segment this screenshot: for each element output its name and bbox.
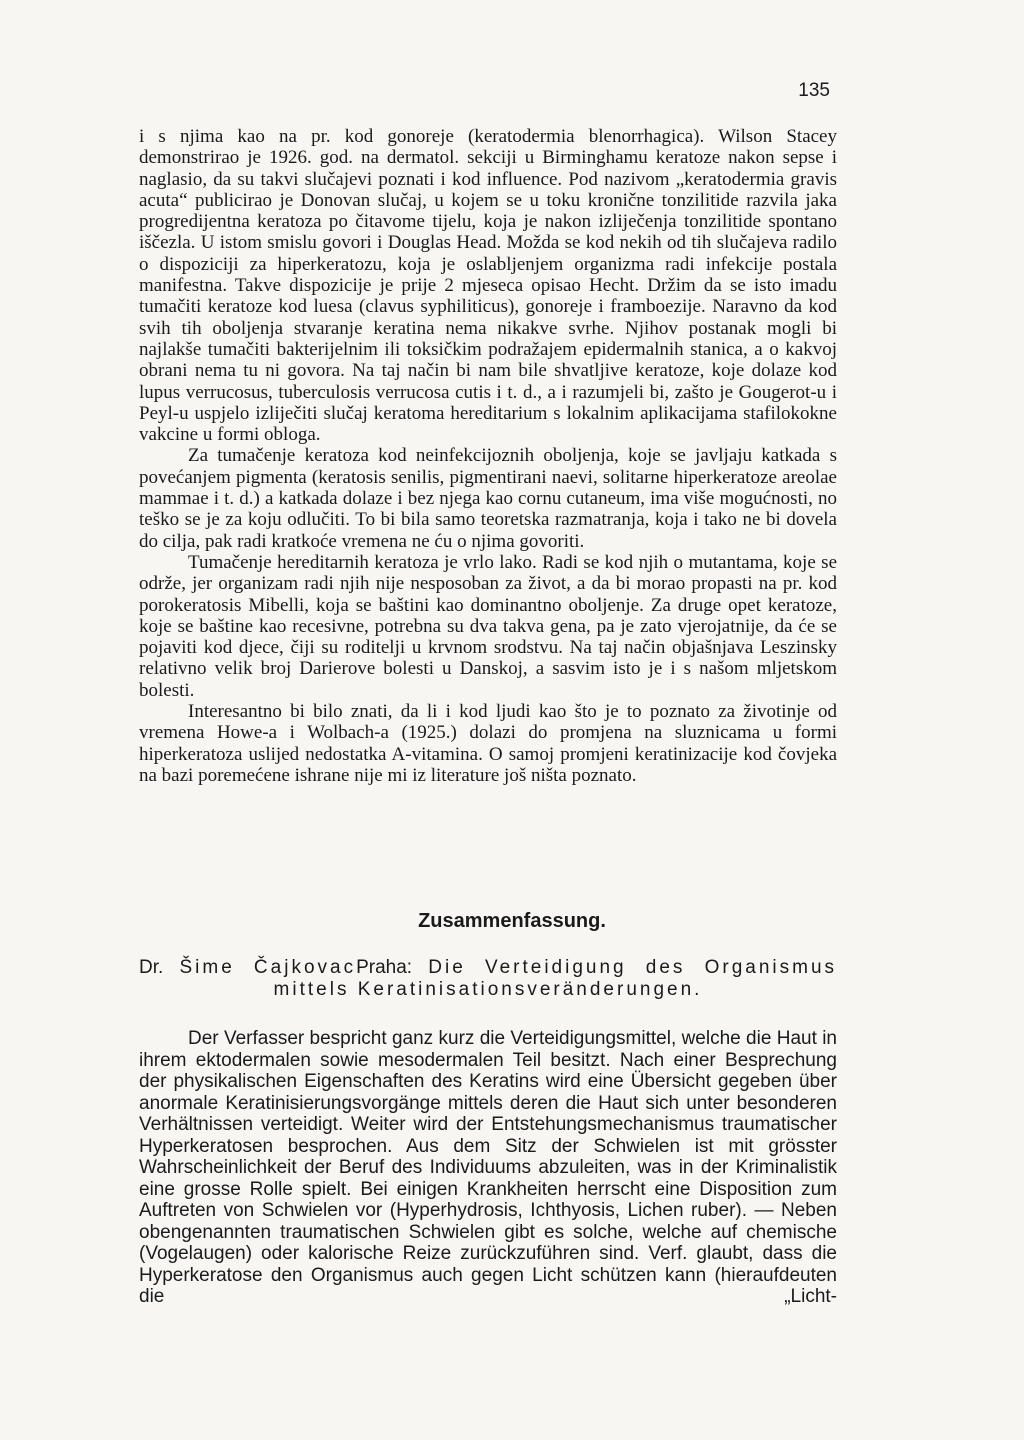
summary-title-part1: Die Verteidigung des Organismus xyxy=(428,957,838,978)
summary-title-part2: mittels Keratinisationsveränderungen. xyxy=(273,979,703,1000)
author-prefix: Dr. xyxy=(139,957,164,978)
summary-paragraph: Der Verfasser bespricht ganz kurz die Verteidigungsmittel, welche die Haut in ihrem ektodermalen sowie mesodermalen Teil besitzt. Nach einer Besprechung der physikalischen Eigenschaften des Keratins wird eine Übersicht gegeben über anormale Keratinisierungsvorgänge mittels deren die Haut sich unter besonderen Verhältnissen verteidigt. Weiter wird der Entstehungsmechanismus traumatischer Hyperkeratosen besprochen. Aus dem Sitz der Schwielen ist mit grösster Wahrscheinlichkeit der Beruf des Individuums abzuleiten, was in der Kriminalistik eine grosse Rolle spielt. Bei einigen Krankheiten herrscht eine Disposition zum Auftreten von Schwielen vor (Hyperhydrosis, Ichthyosis, Lichen ruber). — Neben obengenannten traumatischen Schwielen gibt es solche, welche auf chemische (Vogelaugen) oder kalorische Reize zurückzuführen sind. Verf. glaubt, dass die Hyperkeratose den Organismus auch gegen Licht schützen kann (hieraufdeuten die „Licht- xyxy=(139,1028,837,1307)
summary-author-line xyxy=(139,957,837,1001)
page-number: 135 xyxy=(798,80,830,101)
author-city: Praha: xyxy=(356,957,413,978)
summary-text xyxy=(139,1028,837,1308)
paragraph-3: Tumačenje hereditarnih keratoza je vrlo lako. Radi se kod njih o mutantama, koje se održe, jer organizam radi njih nije nesposoban za život, a da bi morao propasti na pr. kod porokeratosis Mibelli, koja se baštini kao dominantno oboljenje. Za druge opet keratoze, koje se baštine kao recesivne, potrebna su dva takva gena, pa je zato vjerojatnije, da će se pojaviti kod djece, čiji su roditelji u krvnom srodstvu. Na taj način objašnjava Leszinsky relativno velik broj Darierove bolesti u Danskoj, a sasvim isto je i s našom mljetskom bolesti. xyxy=(139,551,837,701)
paragraph-4: Interesantno bi bilo znati, da li i kod ljudi kao što je to poznato za životinje od vremena Howe-a i Wolbach-a (1925.) dolazi do promjena na sluznicama u formi hiperkeratoza uslijed nedostatka A-vitamina. O samoj promjeni keratinizacije kod čovjeka na bazi poremećene ishrane nije mi iz literature još ništa poznato. xyxy=(139,701,837,786)
paragraph-2: Za tumačenje keratoza kod neinfekcijoznih oboljenja, koje se javljaju katkada s povećanjem pigmenta (keratosis senilis, pigmentirani naevi, solitarne hiperkeratoze areolae mammae i t. d.) a katkada dolaze i bez njega kao cornu cutaneum, ima više mogućnosti, no teško se je za koju odlučiti. To bi bila samo teoretska razmatranja, koja i tako ne bi dovela do cilja, pak radi kratkoće vremena ne ću o njima govoriti. xyxy=(139,445,837,552)
summary-heading: Zusammenfassung. xyxy=(418,910,606,932)
paragraph-1: i s njima kao na pr. kod gonoreje (keratodermia blenorrhagica). Wilson Stacey demonstrirao je 1926. god. na dermatol. sekciji u Birminghamu keratoze nakon sepse i naglasio, da su takvi slučajevi poznati i kod influence. Pod nazivom „keratodermia gravis acuta“ publicirao je Donovan slučaj, u kojem se u toku kronične tonzilitide razvila jaka progredijentna keratoza po čitavome tijelu, koja je nakon izliječenja tonzilitide spontano iščezla. U istom smislu govori i Douglas Head. Možda se kod nekih od tih slučajeva radilo o dispoziciji za hiperkeratozu, koja je oslabljenjem organizma radi infekcije postala manifestna. Takve dispozicije je prije 2 mjeseca opisao Hecht. Držim da se isto imadu tumačiti keratoze kod luesa (clavus syphiliticus), gonoreje i framboezije. Naravno da kod svih tih oboljenja stvaranje keratina nema nikakve svrhe. Njihov postanak mogli bi najlakše tumačiti bakterijelnim ili toksičkim podražajem epidermalnih stanica, a o kakvoj obrani nema tu ni govora. Na taj način bi nam bile shvatljive keratoze, koje dolaze kod lupus verrucosus, tuberculosis verrucosa cutis i t. d., a i razumjeli bi, zašto je Gougerot-u i Peyl-u uspjelo izliječiti slučaj keratoma hereditarium s lokalnim aplikacijama stafilokokne vakcine u formi obloga. xyxy=(139,126,837,446)
body-text xyxy=(139,126,837,786)
author-name: Šime Čajkovac xyxy=(179,957,357,978)
